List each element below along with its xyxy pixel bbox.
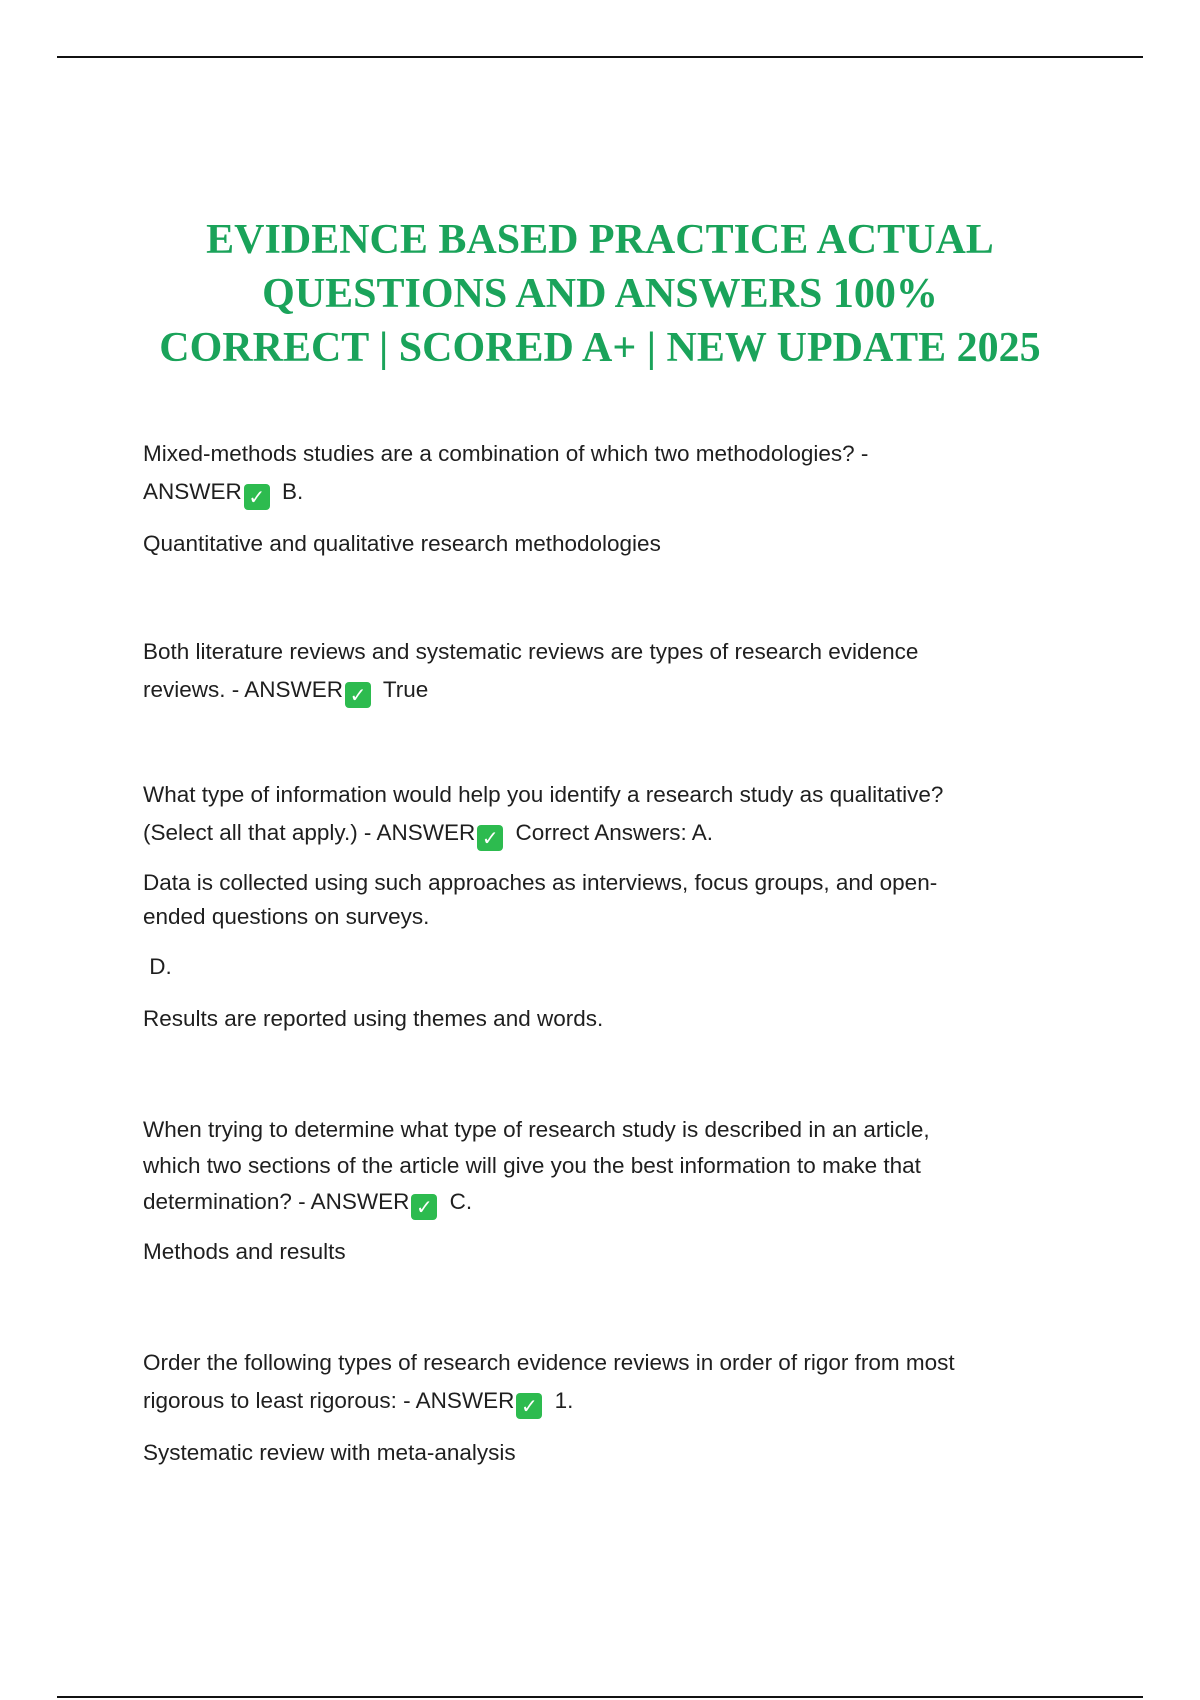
- title-line: EVIDENCE BASED PRACTICE ACTUAL: [206, 217, 994, 263]
- question-text: Order the following types of research evidence reviews in order of rigor from most rigorous to least rigorous: - ANSWER ✓ 1.: [143, 1350, 955, 1418]
- checkmark-icon: ✓: [516, 1393, 542, 1419]
- qa-item-4: [143, 1112, 1083, 1270]
- qa-item-5: [143, 1344, 1083, 1472]
- bottom-rule: [57, 1696, 1143, 1698]
- question-text: Both literature reviews and systematic reviews are types of research evidence reviews. - ANSWER ✓ True: [143, 639, 919, 707]
- answer-choice: C.: [449, 1189, 473, 1214]
- checkmark-icon: ✓: [244, 484, 270, 510]
- answer-text: Results are reported using themes and words.: [143, 1006, 604, 1031]
- document-title: [100, 213, 1100, 375]
- answer-text: Data is collected using such approaches as interviews, focus groups, and open- ended questions on surveys.: [143, 870, 938, 929]
- checkmark-icon: ✓: [411, 1194, 437, 1220]
- answer-text: Quantitative and qualitative research methodologies: [143, 531, 661, 556]
- question-text: When trying to determine what type of research study is described in an article, which two sections of the article will give you the best information to make that determination? - ANSWER ✓ C.: [143, 1117, 930, 1219]
- answer-choice-d: D.: [143, 954, 172, 979]
- answer-choice: B.: [282, 479, 304, 504]
- question-text: What type of information would help you identify a research study as qualitative? (Select all that apply.) - ANSWER ✓ Correct Answers: A.: [143, 782, 944, 850]
- checkmark-icon: ✓: [345, 682, 371, 708]
- question-text: Mixed-methods studies are a combination of which two methodologies? - ANSWER ✓ B.: [143, 441, 869, 509]
- answer-choice: 1.: [554, 1388, 574, 1413]
- qa-item-2: [143, 633, 1083, 709]
- answer-choice: True: [382, 677, 429, 702]
- top-rule: [57, 56, 1143, 58]
- title-line: QUESTIONS AND ANSWERS 100%: [262, 271, 938, 317]
- qa-item-1: [143, 435, 1083, 563]
- answer-text: Systematic review with meta-analysis: [143, 1440, 516, 1465]
- answer-text: Methods and results: [143, 1239, 346, 1264]
- answer-choice: Correct Answers: A.: [515, 820, 714, 845]
- qa-item-3: [143, 776, 1083, 1038]
- title-line: CORRECT | SCORED A+ | NEW UPDATE 2025: [159, 325, 1041, 371]
- checkmark-icon: ✓: [477, 825, 503, 851]
